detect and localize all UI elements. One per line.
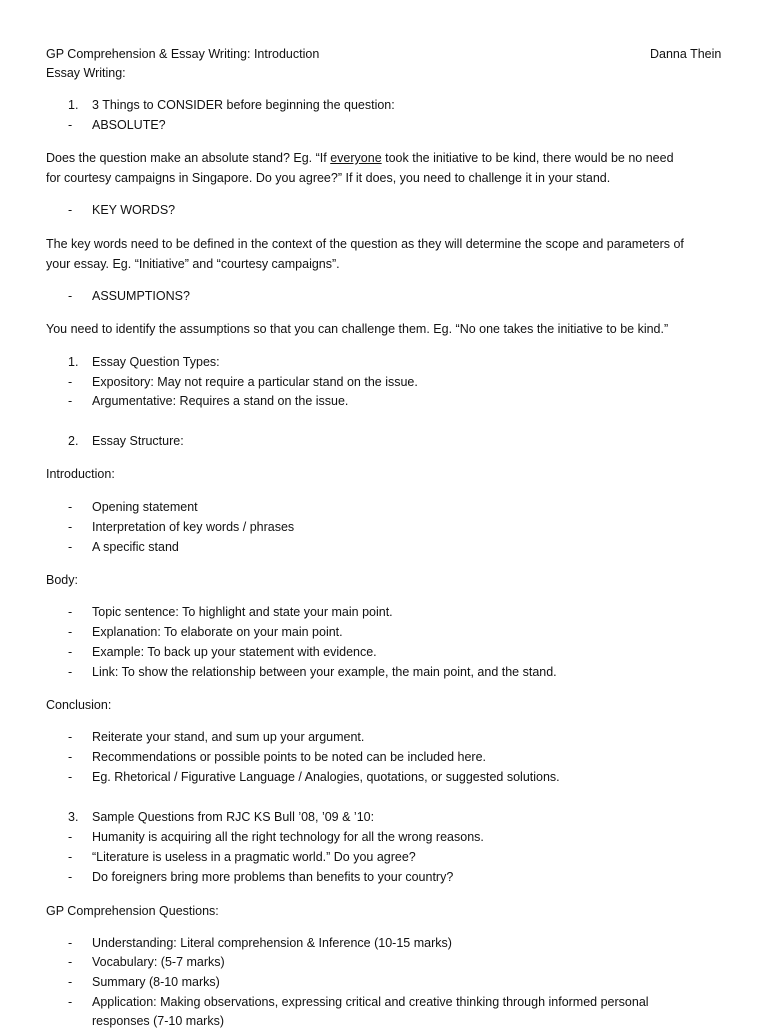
structure-heading: Essay Structure:	[92, 434, 184, 448]
list-item: Link: To show the relationship between your example, the main point, and the stand.	[92, 665, 557, 679]
bullet-dash: -	[68, 500, 73, 514]
list-item: Summary (8-10 marks)	[92, 975, 220, 989]
list-item: Expository: May not require a particular stand on the issue.	[92, 375, 418, 389]
bullet-dash: -	[68, 625, 73, 639]
keywords-label: KEY WORDS?	[92, 203, 176, 217]
introduction-label: Introduction:	[46, 467, 115, 481]
comprehension-heading: GP Comprehension Questions:	[46, 904, 219, 918]
consider-heading: 3 Things to CONSIDER before beginning the question:	[92, 98, 395, 112]
list-item: Do foreigners bring more problems than benefits to your country?	[92, 870, 454, 884]
section-heading: Essay Writing:	[46, 66, 126, 80]
bullet-dash: -	[68, 936, 73, 950]
bullet-dash: -	[68, 850, 73, 864]
list-number: 2.	[68, 434, 79, 448]
assumptions-label: ASSUMPTIONS?	[92, 289, 190, 303]
text-segment: took the initiative to be kind, there would be no need	[381, 151, 674, 165]
assumptions-paragraph: You need to identify the assumptions so that you can challenge them. Eg. “No one takes the initiative to be kind.”	[46, 322, 669, 336]
bullet-dash: -	[68, 394, 73, 408]
bullet-dash: -	[68, 118, 73, 132]
list-item: “Literature is useless in a pragmatic world.” Do you agree?	[92, 850, 416, 864]
list-item: Interpretation of key words / phrases	[92, 520, 295, 534]
list-item: Recommendations or possible points to be noted can be included here.	[92, 750, 487, 764]
list-item: Explanation: To elaborate on your main point.	[92, 625, 343, 639]
list-number: 1.	[68, 98, 79, 112]
bullet-dash: -	[68, 203, 73, 217]
bullet-dash: -	[68, 665, 73, 679]
bullet-dash: -	[68, 375, 73, 389]
conclusion-label: Conclusion:	[46, 698, 112, 712]
list-item: Understanding: Literal comprehension & Inference (10-15 marks)	[92, 936, 452, 950]
samples-heading: Sample Questions from RJC KS Bull ’08, ’09 & ’10:	[92, 810, 375, 824]
absolute-label: ABSOLUTE?	[92, 118, 166, 132]
list-item: Example: To back up your statement with evidence.	[92, 645, 377, 659]
absolute-paragraph-line-2: for courtesy campaigns in Singapore. Do you agree?” If it does, you need to challenge it in your stand.	[46, 171, 611, 185]
bullet-dash: -	[68, 770, 73, 784]
list-item: Application: Making observations, expressing critical and creative thinking through informed personal	[92, 995, 649, 1009]
document-title: GP Comprehension & Essay Writing: Introduction	[46, 47, 320, 61]
bullet-dash: -	[68, 830, 73, 844]
bullet-dash: -	[68, 520, 73, 534]
list-item: Humanity is acquiring all the right technology for all the wrong reasons.	[92, 830, 484, 844]
underlined-word: everyone	[330, 151, 382, 165]
list-item-continuation: responses (7-10 marks)	[92, 1014, 224, 1028]
list-item: Argumentative: Requires a stand on the issue.	[92, 394, 349, 408]
bullet-dash: -	[68, 540, 73, 554]
list-item: Topic sentence: To highlight and state your main point.	[92, 605, 393, 619]
bullet-dash: -	[68, 975, 73, 989]
bullet-dash: -	[68, 289, 73, 303]
text-segment: Does the question make an absolute stand? Eg. “If	[46, 151, 331, 165]
bullet-dash: -	[68, 870, 73, 884]
list-item: Opening statement	[92, 500, 198, 514]
list-item: Eg. Rhetorical / Figurative Language / Analogies, quotations, or suggested solutions.	[92, 770, 560, 784]
body-label: Body:	[46, 573, 78, 587]
keywords-paragraph-line-1: The key words need to be defined in the context of the question as they will determine the scope and parameters of	[46, 237, 684, 251]
author-name: Danna Thein	[650, 47, 722, 61]
bullet-dash: -	[68, 730, 73, 744]
bullet-dash: -	[68, 750, 73, 764]
bullet-dash: -	[68, 955, 73, 969]
list-number: 1.	[68, 355, 79, 369]
bullet-dash: -	[68, 645, 73, 659]
absolute-paragraph-line-1	[46, 150, 674, 166]
list-item: Vocabulary: (5-7 marks)	[92, 955, 225, 969]
bullet-dash: -	[68, 605, 73, 619]
bullet-dash: -	[68, 995, 73, 1009]
list-item: A specific stand	[92, 540, 179, 554]
list-item: Reiterate your stand, and sum up your argument.	[92, 730, 365, 744]
types-heading: Essay Question Types:	[92, 355, 220, 369]
keywords-paragraph-line-2: your essay. Eg. “Initiative” and “courtesy campaigns”.	[46, 257, 340, 271]
list-number: 3.	[68, 810, 79, 824]
